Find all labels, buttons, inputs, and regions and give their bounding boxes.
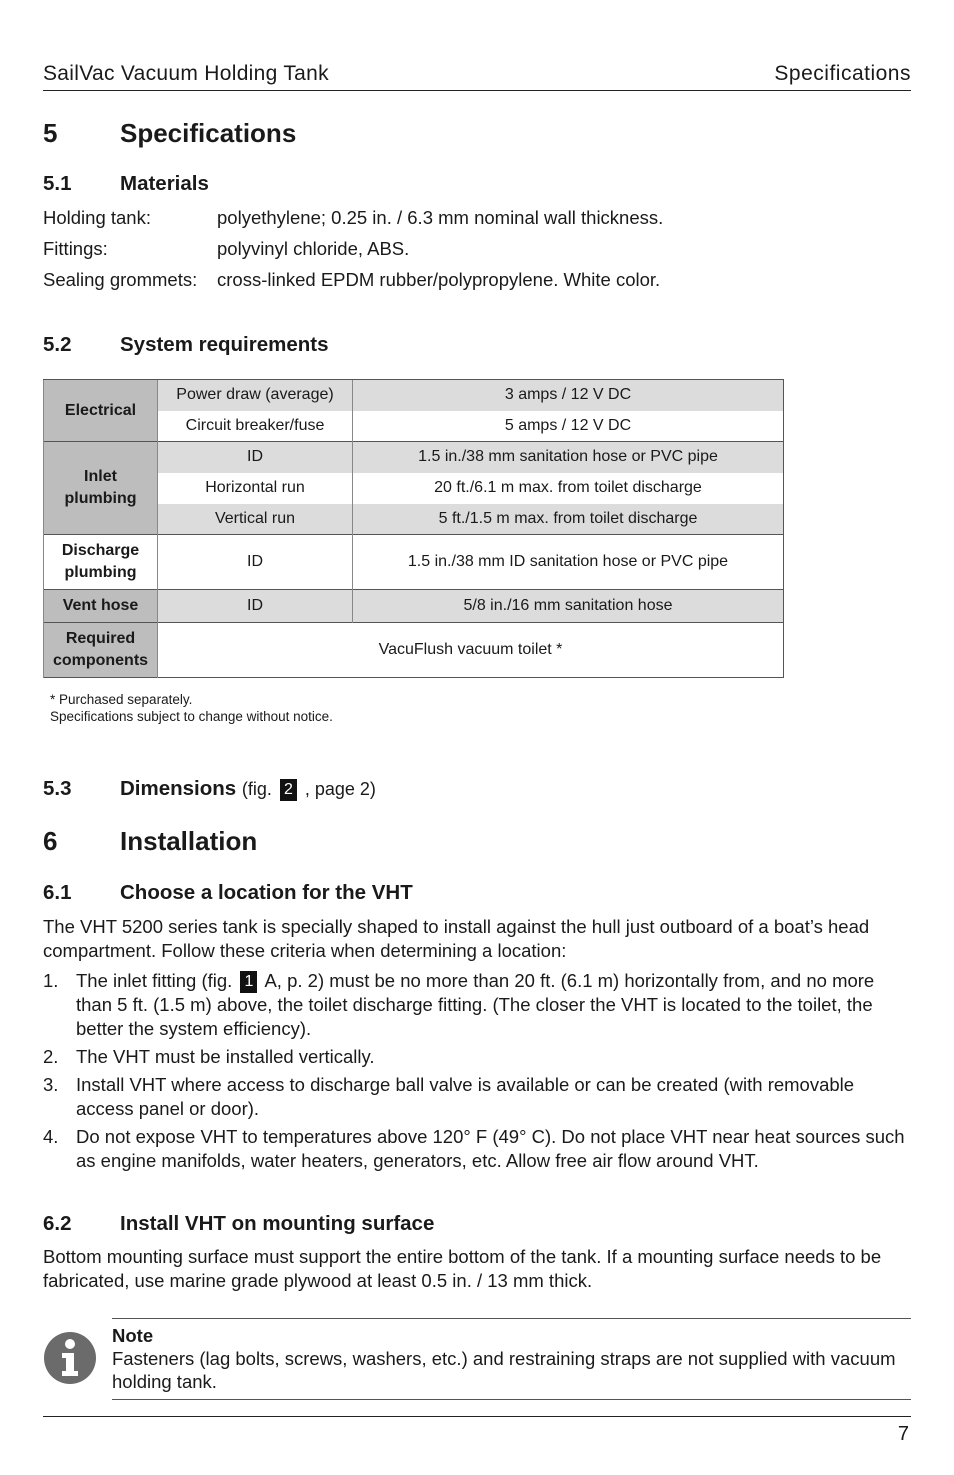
material-value: polyethylene; 0.25 in. / 6.3 mm nominal wall thickness. — [217, 207, 664, 228]
spec-value: 1.5 in./38 mm sanitation hose or PVC pipe — [353, 442, 784, 473]
list-number: 3. — [43, 1074, 59, 1095]
dimensions-reference — [242, 779, 376, 799]
list-item — [43, 1045, 911, 1069]
fig-ref-pre: (fig. — [241, 779, 272, 799]
subsection-title: System requirements — [120, 333, 329, 356]
subsection-number: 6.1 — [43, 881, 72, 904]
info-icon — [43, 1331, 97, 1385]
list-item — [43, 1125, 911, 1173]
section-title: Installation — [120, 826, 258, 856]
subsection-title: Choose a location for the VHT — [120, 881, 413, 904]
category-electrical: Electrical — [44, 380, 158, 442]
note-text: Fasteners (lag bolts, screws, washers, etc.) and restraining straps are not supplied with vacuum holding tank. — [112, 1348, 896, 1392]
subsection-number: 5.2 — [43, 333, 72, 356]
figure-number-box: 2 — [280, 779, 297, 801]
spec-label: Circuit breaker/fuse — [158, 411, 353, 442]
list-number: 4. — [43, 1126, 59, 1147]
section-number: 5 — [43, 118, 58, 148]
subsection-number: 6.2 — [43, 1212, 72, 1235]
spec-value: 5 amps / 12 V DC — [353, 411, 784, 442]
footer-divider — [43, 1416, 911, 1417]
spec-label: ID — [158, 442, 353, 473]
table-row — [44, 535, 784, 590]
category-vent-hose: Vent hose — [44, 590, 158, 623]
spec-label: ID — [158, 535, 353, 590]
note-box — [112, 1318, 911, 1400]
spec-label: Vertical run — [158, 504, 353, 535]
system-requirements-table — [43, 379, 784, 678]
list-item — [43, 969, 911, 1041]
table-row — [44, 623, 784, 678]
subsection-number: 5.1 — [43, 172, 72, 195]
list-number: 1. — [43, 970, 59, 991]
spec-label: Power draw (average) — [158, 380, 353, 411]
material-label: Sealing grommets: — [43, 269, 198, 290]
subsection-title: Materials — [120, 172, 209, 195]
spec-value: 3 amps / 12 V DC — [353, 380, 784, 411]
spec-label: ID — [158, 590, 353, 623]
table-row — [44, 380, 784, 411]
table-row — [44, 442, 784, 473]
footnote-specs-change: Specifications subject to change without notice. — [50, 709, 333, 724]
note-title: Note — [112, 1325, 154, 1346]
list-text-post: A, p. 2) must be no more than 20 ft. (6.1 m) horizontally from, and no more than 5 ft. (1.5 m) above, the toilet discharge fitting. (The closer the VHT is located to the toilet, the better the system efficiency). — [76, 970, 875, 1039]
material-label: Holding tank: — [43, 207, 151, 228]
footnote-purchased: * Purchased separately. — [50, 692, 193, 707]
spec-value: 5/8 in./16 mm sanitation hose — [353, 590, 784, 623]
section-number: 6 — [43, 826, 58, 856]
location-intro: The VHT 5200 series tank is specially shaped to install against the hull just outboard of a boat’s head compartment. Follow these criteria when determining a location: — [43, 916, 870, 961]
material-label: Fittings: — [43, 238, 108, 259]
table-row — [44, 590, 784, 623]
note-block — [43, 1318, 911, 1400]
category-required-components: Required components — [44, 623, 158, 678]
material-value: cross-linked EPDM rubber/polypropylene. White color. — [217, 269, 661, 290]
spec-value: 5 ft./1.5 m max. from toilet discharge — [353, 504, 784, 535]
spec-label: Horizontal run — [158, 473, 353, 504]
section-title: Specifications — [120, 118, 297, 148]
spec-value: VacuFlush vacuum toilet * — [158, 623, 784, 678]
page-header — [43, 60, 911, 91]
header-section: Specifications — [774, 62, 911, 85]
category-discharge-plumbing: Discharge plumbing — [44, 535, 158, 590]
dimensions-title-wrap — [120, 777, 376, 801]
list-text-pre: The inlet fitting (fig. — [76, 970, 233, 991]
material-value: polyvinyl chloride, ABS. — [217, 238, 410, 259]
subsection-title: Dimensions — [120, 777, 237, 800]
subsection-title: Install VHT on mounting surface — [120, 1212, 435, 1235]
spec-value: 20 ft./6.1 m max. from toilet discharge — [353, 473, 784, 504]
list-text: Install VHT where access to discharge ball valve is available or can be created (with removable access panel or door). — [76, 1074, 855, 1119]
spec-value: 1.5 in./38 mm ID sanitation hose or PVC pipe — [353, 535, 784, 590]
figure-number-box: 1 — [240, 971, 257, 993]
list-text: Do not expose VHT to temperatures above 120° F (49° C). Do not place VHT near heat sources such as engine manifolds, water heaters, generators, etc. Allow free air flow around VHT. — [76, 1126, 905, 1171]
list-text: The VHT must be installed vertically. — [76, 1046, 375, 1067]
list-item — [43, 1073, 911, 1121]
subsection-number: 5.3 — [43, 777, 72, 800]
mounting-text: Bottom mounting surface must support the entire bottom of the tank. If a mounting surface needs to be fabricated, use marine grade plywood at least 0.5 in. / 13 mm thick. — [43, 1246, 882, 1291]
location-criteria-list — [43, 969, 911, 1177]
category-inlet-plumbing: Inlet plumbing — [44, 442, 158, 535]
list-number: 2. — [43, 1046, 59, 1067]
fig-ref-post: , page 2) — [304, 779, 376, 799]
header-title: SailVac Vacuum Holding Tank — [43, 62, 329, 85]
page-number: 7 — [897, 1423, 909, 1445]
